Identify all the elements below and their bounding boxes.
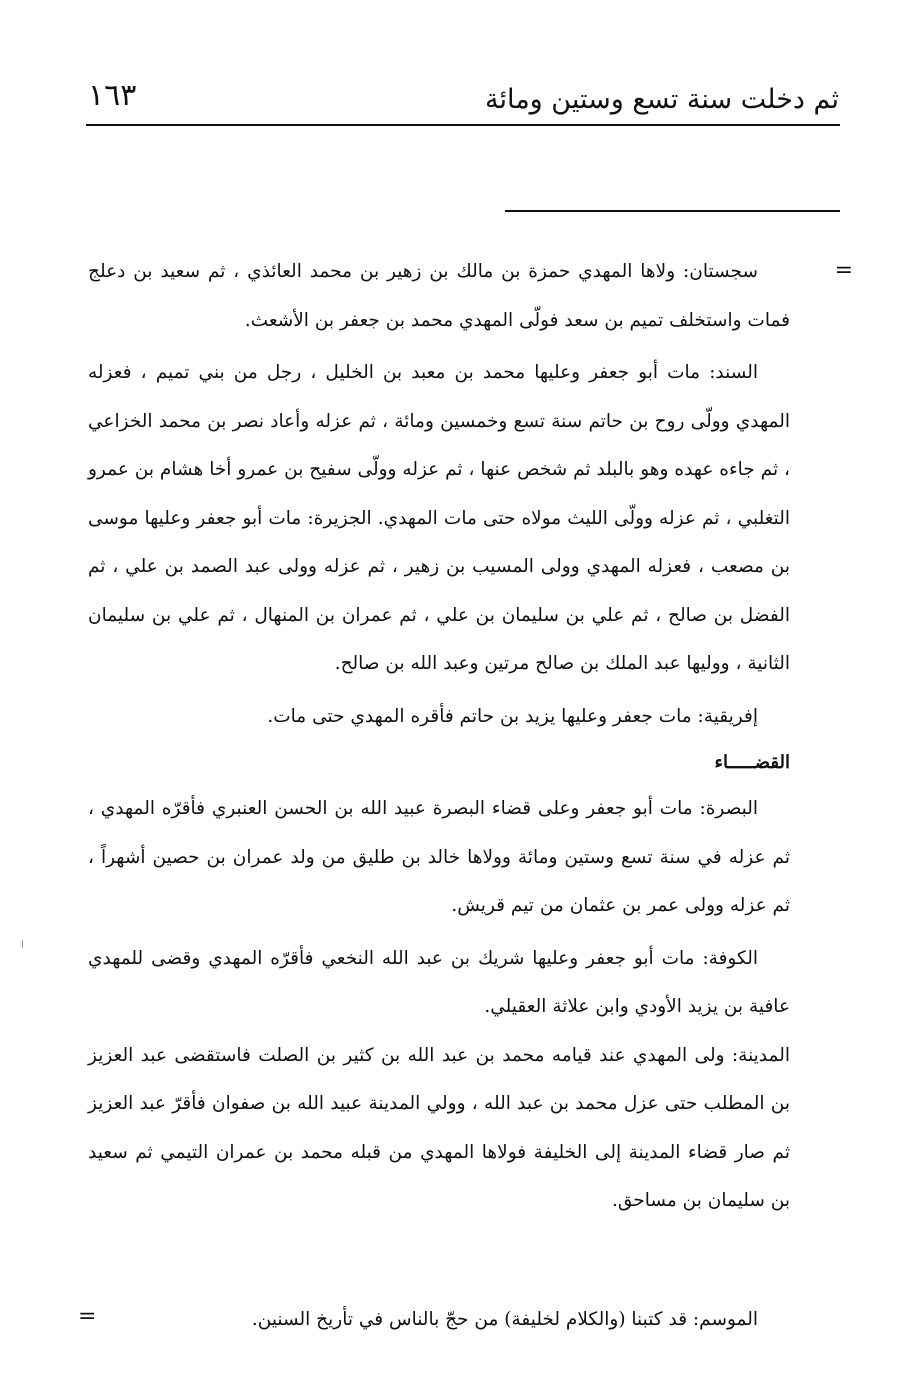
running-title: ثم دخلت سنة تسع وستين ومائة — [484, 84, 839, 115]
paragraph-sijistan: سجستان: ولاها المهدي حمزة بن مالك بن زهير بن محمد العائذي ، ثم سعيد بن دعلج فمات واستخلف تميم بن سعد فولّى المهدي محمد بن جعفر بن الأشعث. — [88, 261, 790, 331]
continuation-mark-top: = — [834, 258, 853, 283]
margin-tick — [22, 940, 23, 948]
paragraph-mawsim: الموسم: قد كتبنا (والكلام لخليفة) من حجّ بالناس في تأريخ السنين. — [251, 1309, 758, 1330]
continuation-mark-bottom: = — [78, 1304, 97, 1329]
footnote-rule — [505, 210, 840, 212]
section-heading-judges: القضـــــاء — [714, 752, 790, 773]
paragraph-ifriqiya: إفريقية: مات جعفر وعليها يزيد بن حاتم فأقره المهدي حتى مات. — [267, 705, 758, 727]
footnote-body — [88, 248, 790, 1226]
paragraph-madina: المدينة: ولى المهدي عند قيامه محمد بن عبد الله بن كثير بن الصلت فاستقضى عبد العزيز بن المطلب حتى عزل محمد بن عبد الله ، وولي المدينة عبيد الله بن صفوان فأقرّ عبد العزيز ثم صار قضاء المدينة إلى الخليفة فولاها المهدي من قبله محمد بن عمران التيمي ثم سعيد بن سليمان بن مساحق. — [88, 1044, 790, 1211]
page-number: ١٦٣ — [88, 78, 137, 113]
header-rule — [86, 124, 840, 126]
paragraph-kufa: الكوفة: مات أبو جعفر وعليها شريك بن عبد الله النخعي فأقرّه المهدي وقضى للمهدي عافية بن يزيد الأودي وابن علاثة العقيلي. — [88, 947, 790, 1017]
paragraph-sind-jazira: السند: مات أبو جعفر وعليها محمد بن معبد بن الخليل ، رجل من بني تميم ، فعزله المهدي وولّى روح بن حاتم سنة تسع وخمسين ومائة ، ثم عزله وأعاد نصر بن محمد الخزاعي ، ثم جاءه عهده وهو بالبلد ثم شخص عنها ، ثم عزله وولّى سفيح بن عمرو أخا هشام بن عمرو التغلبي ، ثم عزله وولّى الليث مولاه حتى مات المهدي. الجزيرة: مات أبو جعفر وعليها موسى بن مصعب ، فعزله المهدي وولى المسيب بن زهير ، ثم عزله وولى عبد الصمد بن علي ، ثم الفضل بن صالح ، ثم علي بن سليمان بن علي ، ثم عمران بن المنهال ، ثم علي بن سليمان الثانية ، ووليها عبد الملك بن صالح مرتين وعبد الله بن صالح. — [88, 362, 790, 674]
paragraph-basra: البصرة: مات أبو جعفر وعلى قضاء البصرة عبيد الله بن الحسن العنبري فأقرّه المهدي ، ثم عزله في سنة تسع وستين ومائة وولاها خالد بن طليق من ولد عمران بن حصين أشهراً ، ثم عزله وولى عمر بن عثمان من تيم قريش. — [88, 798, 790, 916]
